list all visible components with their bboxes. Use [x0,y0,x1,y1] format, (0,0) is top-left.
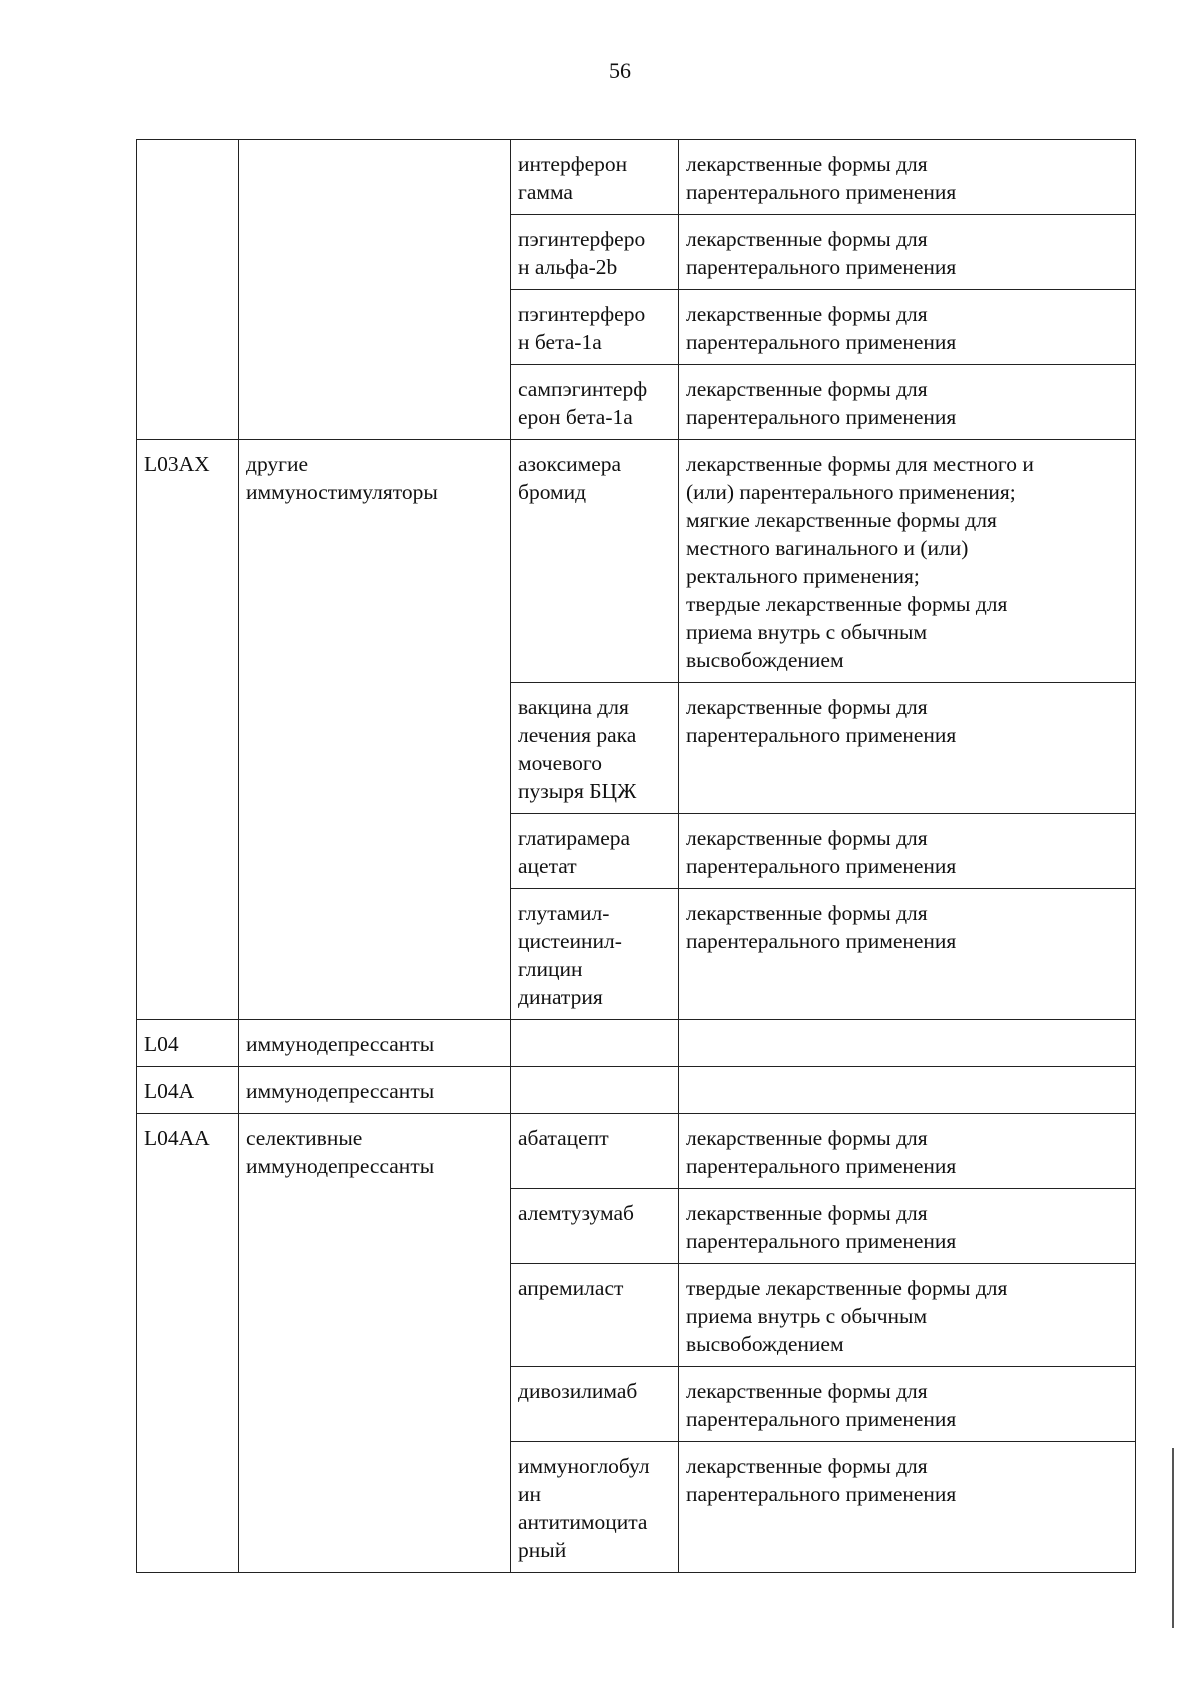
drug-name-cell: вакцина для лечения рака мочевого пузыря БЦЖ [511,683,679,814]
table-row [137,1020,1136,1067]
group-name-cell: селективные иммунодепрессанты [239,1114,511,1573]
scan-edge-mark [1172,1448,1174,1628]
atc-code-cell: L04 [137,1020,239,1067]
dosage-form-cell: лекарственные формы для парентерального применения [679,1189,1136,1264]
drug-classification-table [136,139,1136,1573]
dosage-form-cell: лекарственные формы для местного и (или) парентерального применения; мягкие лекарственные формы для местного вагинального и (или) ректального применения; твердые лекарственные формы для приема внутрь с обычным высвобождением [679,440,1136,683]
drug-name-cell: алемтузумаб [511,1189,679,1264]
table-row [137,140,1136,215]
atc-code-cell: L04A [137,1067,239,1114]
atc-code-cell: L03AX [137,440,239,1020]
group-name-cell: иммунодепрессанты [239,1020,511,1067]
page-number: 56 [609,58,631,83]
table-row [137,1114,1136,1189]
dosage-form-cell [679,1067,1136,1114]
drug-name-cell [511,1067,679,1114]
dosage-form-cell [679,1020,1136,1067]
table-row [137,1067,1136,1114]
drug-name-cell: интерферон гамма [511,140,679,215]
dosage-form-cell: лекарственные формы для парентерального применения [679,215,1136,290]
dosage-form-cell: лекарственные формы для парентерального применения [679,140,1136,215]
dosage-form-cell: лекарственные формы для парентерального применения [679,814,1136,889]
dosage-form-cell: лекарственные формы для парентерального применения [679,1442,1136,1573]
drug-name-cell: пэгинтерферо н бета-1a [511,290,679,365]
group-name-cell: иммунодепрессанты [239,1067,511,1114]
table-row [137,440,1136,683]
dosage-form-cell: лекарственные формы для парентерального применения [679,365,1136,440]
dosage-form-cell: твердые лекарственные формы для приема внутрь с обычным высвобождением [679,1264,1136,1367]
group-name-cell: другие иммуностимуляторы [239,440,511,1020]
dosage-form-cell: лекарственные формы для парентерального применения [679,1114,1136,1189]
drug-name-cell: глутамил- цистеинил- глицин динатрия [511,889,679,1020]
drug-name-cell: пэгинтерферо н альфа-2b [511,215,679,290]
drug-name-cell [511,1020,679,1067]
atc-code-cell [137,140,239,440]
dosage-form-cell: лекарственные формы для парентерального применения [679,290,1136,365]
drug-name-cell: апремиласт [511,1264,679,1367]
dosage-form-cell: лекарственные формы для парентерального применения [679,889,1136,1020]
drug-name-cell: дивозилимаб [511,1367,679,1442]
atc-code-cell: L04AA [137,1114,239,1573]
drug-name-cell: абатацепт [511,1114,679,1189]
drug-name-cell: глатирамера ацетат [511,814,679,889]
drug-name-cell: сампэгинтерф ерон бета-1a [511,365,679,440]
drug-name-cell: иммуноглобул ин антитимоцита рный [511,1442,679,1573]
dosage-form-cell: лекарственные формы для парентерального применения [679,1367,1136,1442]
group-name-cell [239,140,511,440]
drug-name-cell: азоксимера бромид [511,440,679,683]
dosage-form-cell: лекарственные формы для парентерального применения [679,683,1136,814]
